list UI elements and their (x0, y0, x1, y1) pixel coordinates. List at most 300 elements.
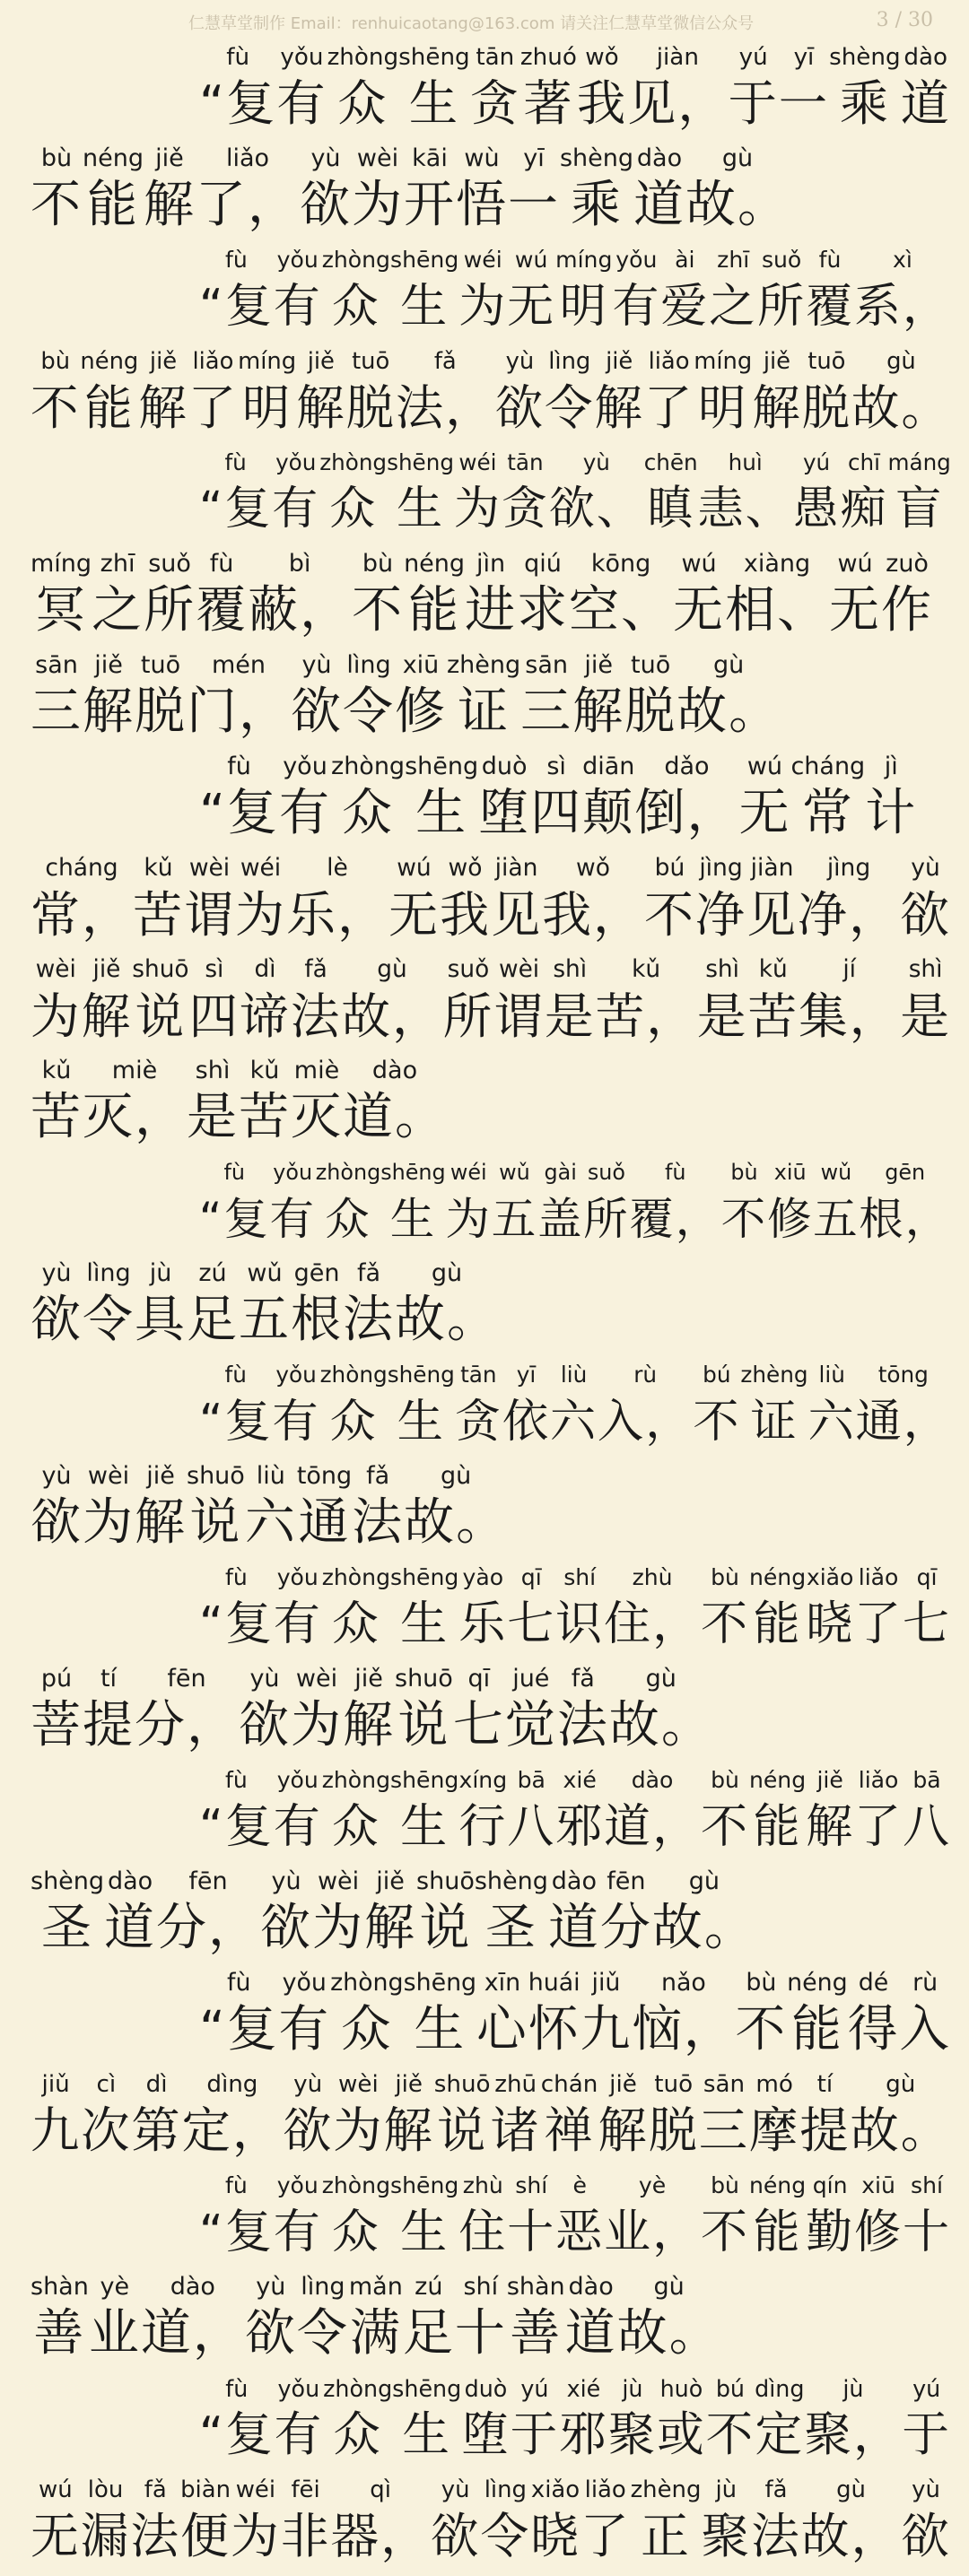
text-line (0, 338, 969, 439)
pinyin: yù (256, 2273, 286, 2301)
char-with-pinyin (801, 2475, 901, 2568)
pinyin: yǒu (273, 1160, 313, 1185)
pinyin: zhòng (330, 1969, 404, 1997)
char-with-pinyin (555, 245, 612, 338)
hanzi: 善 (510, 2304, 563, 2363)
text-line (0, 1149, 969, 1250)
pinyin: jiàn (750, 854, 794, 882)
text-line (0, 1858, 969, 1960)
pinyin: xíng (458, 1767, 508, 1793)
hanzi: 明 (241, 379, 292, 436)
pinyin: kāi (412, 144, 448, 172)
hanzi: “复 (199, 784, 280, 842)
char-with-pinyin (813, 1157, 859, 1250)
hanzi: 道 (900, 75, 951, 132)
char-with-pinyin (92, 549, 144, 642)
hanzi: 之 (92, 581, 144, 640)
pinyin: liǎo (584, 2476, 626, 2503)
pinyin: sān (35, 651, 78, 679)
char-with-pinyin (431, 2475, 481, 2568)
hanzi: 欲 (494, 379, 546, 436)
pinyin: shì (705, 956, 739, 983)
pinyin: dào (636, 144, 683, 172)
char-with-pinyin (291, 954, 342, 1048)
hanzi: 提 (83, 1696, 135, 1754)
pinyin: dé (858, 1969, 889, 1997)
pinyin: yù (310, 144, 341, 172)
pinyin: bù (730, 1160, 758, 1185)
pinyin: jué (512, 1665, 550, 1693)
char-with-pinyin (189, 954, 240, 1048)
pinyin: xīn (484, 1969, 521, 1997)
pinyin: yǒu (615, 247, 658, 273)
pinyin: fǎ (356, 1259, 381, 1287)
char-with-pinyin (327, 42, 399, 135)
watermark-note: 仁慧草堂制作 Email：renhuicaotang@163.com 请关注仁慧草堂微信公众号 (188, 14, 755, 33)
pinyin: wǒ (585, 44, 619, 71)
hanzi: 明 (559, 280, 608, 334)
hanzi: 众 (341, 2000, 393, 2058)
pinyin: miè (293, 1057, 340, 1084)
pinyin: jiě (155, 144, 184, 172)
hanzi: 道 (547, 1899, 600, 1957)
pinyin: huì (728, 449, 763, 475)
pinyin: bù (711, 2172, 739, 2198)
pinyin: yú (802, 449, 831, 475)
pinyin: lè (327, 854, 348, 882)
pinyin: tān (460, 1362, 497, 1388)
pinyin: jù (149, 1259, 172, 1287)
hanzi: 明 (698, 379, 748, 436)
pinyin: suǒ (447, 956, 490, 983)
char-with-pinyin (749, 2171, 806, 2264)
hanzi: 有 (274, 2407, 324, 2462)
hanzi: 脱 (135, 683, 187, 741)
char-with-pinyin (865, 752, 917, 845)
hanzi: “复 (198, 2206, 274, 2259)
pinyin: shēng (380, 1160, 446, 1185)
hanzi: 求 (517, 581, 570, 640)
pinyin: fǎ (433, 348, 457, 375)
char-with-pinyin (854, 2171, 903, 2264)
pinyin: kǔ (144, 854, 173, 882)
hanzi: 倒， (634, 784, 739, 842)
pinyin: ài (675, 247, 695, 273)
pinyin: yī (523, 144, 545, 172)
hanzi: 不 (31, 176, 83, 234)
hanzi: 谓 (493, 988, 545, 1045)
pinyin: fù (225, 2375, 249, 2402)
text-line (0, 34, 969, 135)
pinyin: wú (746, 753, 783, 780)
char-with-pinyin (343, 650, 395, 744)
hanzi: 晓 (806, 1597, 855, 1651)
char-with-pinyin (239, 1258, 291, 1352)
pinyin: fēn (188, 1867, 228, 1895)
hanzi: 乘 (571, 176, 623, 234)
page-number: 3 / 30 (876, 9, 933, 31)
hanzi: 解 (752, 379, 802, 436)
pinyin: yù (912, 2476, 940, 2503)
pinyin: fù (223, 1160, 246, 1185)
pinyin: bú (715, 2375, 745, 2402)
char-with-pinyin (199, 1765, 274, 1858)
text-line (0, 1757, 969, 1858)
char-with-pinyin (245, 2272, 297, 2365)
hanzi: 八 (507, 1800, 556, 1854)
hanzi: 觉 (504, 1696, 557, 1754)
char-with-pinyin (82, 954, 133, 1048)
pinyin: xié (563, 1767, 597, 1793)
char-with-pinyin (300, 144, 352, 237)
char-with-pinyin (330, 2475, 430, 2568)
hanzi: 堕 (478, 784, 531, 842)
hanzi: 为 (445, 1193, 492, 1245)
char-with-pinyin (673, 549, 725, 642)
hanzi: 道 (633, 176, 686, 234)
pinyin: jiě (584, 651, 613, 679)
pinyin: fù (227, 753, 251, 780)
char-with-pinyin (634, 752, 738, 845)
pinyin: bù (40, 144, 73, 172)
hanzi: 为 (453, 483, 502, 535)
hanzi: 恶 (555, 2206, 605, 2259)
hanzi: 分， (135, 1696, 239, 1754)
pinyin: fù (227, 1969, 251, 1997)
char-with-pinyin (854, 1765, 903, 1858)
hanzi: 生 (415, 784, 468, 842)
pinyin: dào (107, 1867, 153, 1895)
char-with-pinyin (81, 2475, 131, 2568)
scripture-text (0, 34, 969, 2568)
pinyin: shí (563, 1564, 597, 1590)
pinyin: diān (582, 753, 635, 780)
hanzi: 三 (31, 683, 83, 741)
char-with-pinyin (199, 2373, 275, 2467)
char-with-pinyin (491, 853, 542, 946)
hanzi: 足 (402, 2304, 455, 2363)
pinyin: yù (505, 348, 535, 375)
hanzi: 有 (278, 2000, 331, 2058)
char-with-pinyin (649, 2069, 699, 2163)
char-with-pinyin (738, 752, 790, 845)
char-with-pinyin (135, 650, 187, 744)
hanzi: 所 (583, 1193, 630, 1245)
char-with-pinyin (458, 245, 507, 338)
pinyin: jìn (476, 550, 506, 578)
hanzi: 覆 (196, 581, 249, 640)
char-with-pinyin (495, 346, 545, 439)
char-with-pinyin (323, 2373, 392, 2467)
hanzi: 集， (799, 988, 901, 1045)
pinyin: shuō (433, 2071, 491, 2098)
hanzi: 说 (437, 2102, 488, 2159)
hanzi: 众 (331, 1800, 380, 1854)
char-with-pinyin (312, 1867, 364, 1960)
pinyin: yù (41, 1259, 72, 1287)
pinyin: qī (520, 1564, 542, 1590)
hanzi: “复 (198, 1395, 273, 1449)
hanzi: 故。 (404, 1493, 509, 1552)
hanzi: 九 (580, 2000, 633, 2058)
char-with-pinyin (349, 2272, 403, 2365)
hanzi: 是 (696, 988, 748, 1045)
hanzi: 解 (83, 683, 135, 741)
hanzi: 相、 (725, 581, 830, 640)
hanzi: 修 (766, 1193, 814, 1245)
pinyin: duò (481, 753, 528, 780)
pinyin: míng (238, 348, 297, 375)
char-with-pinyin (80, 346, 138, 439)
char-with-pinyin (721, 1157, 767, 1250)
hanzi: 生 (400, 280, 450, 334)
hanzi: 欲 (900, 886, 952, 944)
pinyin: dào (551, 1867, 597, 1895)
pinyin: shēng (387, 1362, 455, 1388)
char-with-pinyin (507, 2171, 555, 2264)
pinyin: gù (688, 1867, 720, 1895)
char-with-pinyin (706, 2373, 755, 2467)
pinyin: liǎo (192, 348, 234, 375)
text-line (0, 2061, 969, 2163)
hanzi: 无 (673, 581, 726, 640)
hanzi: 盲 (895, 483, 944, 535)
pinyin: yù (911, 854, 940, 882)
char-with-pinyin (848, 1968, 900, 2061)
hanzi: 有 (273, 2206, 322, 2259)
char-with-pinyin (270, 1157, 316, 1250)
char-with-pinyin (881, 549, 933, 642)
pinyin: xiàng (743, 550, 811, 578)
char-with-pinyin (537, 1157, 583, 1250)
hanzi: 众 (342, 784, 395, 842)
char-with-pinyin (156, 1867, 260, 1960)
hanzi: 无 (829, 581, 882, 640)
pinyin: yù (271, 1867, 301, 1895)
hanzi: 常， (30, 886, 134, 944)
char-with-pinyin (83, 1664, 135, 1757)
char-with-pinyin (699, 2069, 749, 2163)
char-with-pinyin (461, 2373, 510, 2467)
hanzi: 法 (751, 2508, 801, 2564)
char-with-pinyin (693, 1360, 740, 1453)
char-with-pinyin (390, 245, 458, 338)
pinyin: yù (249, 1665, 280, 1693)
char-with-pinyin (141, 2272, 245, 2365)
hanzi: 乐 (458, 1597, 508, 1651)
hanzi: 修 (854, 2206, 904, 2259)
char-with-pinyin (520, 650, 572, 744)
char-with-pinyin (901, 42, 951, 135)
pinyin: sì (546, 753, 566, 780)
hanzi: 生 (389, 1193, 437, 1245)
hanzi: 说 (189, 1493, 242, 1552)
pinyin: máng (887, 449, 951, 475)
hanzi: 十 (454, 2304, 507, 2363)
hanzi: 欲 (430, 2508, 481, 2564)
pinyin: fù (224, 449, 247, 475)
pinyin: shēng (398, 44, 470, 71)
char-with-pinyin (572, 650, 624, 744)
pinyin: dào (371, 1057, 418, 1084)
pinyin: cháng (45, 854, 118, 882)
hanzi: 法 (130, 2508, 181, 2564)
hanzi: 故。 (851, 379, 951, 436)
pinyin: zhèng (447, 651, 521, 679)
char-with-pinyin (559, 2373, 607, 2467)
char-with-pinyin (609, 1664, 713, 1757)
pinyin: yù (441, 2476, 470, 2503)
hanzi: 依 (502, 1395, 551, 1449)
pinyin: tuō (352, 348, 390, 375)
char-with-pinyin (902, 2373, 950, 2467)
char-with-pinyin (199, 1968, 278, 2061)
char-with-pinyin (343, 1056, 447, 1149)
char-with-pinyin (577, 42, 627, 135)
pinyin: mén (211, 651, 266, 679)
char-with-pinyin (231, 2475, 281, 2568)
char-with-pinyin (404, 1968, 477, 2061)
pinyin: shì (553, 956, 588, 983)
pinyin: shèng (31, 1867, 105, 1895)
pinyin: shuō (187, 1462, 245, 1490)
char-with-pinyin (196, 549, 248, 642)
char-with-pinyin (388, 853, 440, 946)
hanzi: 见 (746, 886, 799, 944)
char-with-pinyin (581, 2475, 631, 2568)
pinyin: wéi (450, 1160, 487, 1185)
pinyin: wèi (35, 956, 76, 983)
pinyin: jìng (699, 854, 743, 882)
hanzi: 解 (598, 2102, 649, 2159)
pinyin: yǒu (276, 247, 319, 273)
pinyin: yǒu (280, 44, 324, 71)
pinyin: shēng (390, 247, 459, 273)
char-with-pinyin (135, 1258, 187, 1352)
char-with-pinyin (598, 2069, 648, 2163)
char-with-pinyin (903, 1765, 951, 1858)
pinyin: shuō (416, 1867, 475, 1895)
char-with-pinyin (83, 1258, 135, 1352)
char-with-pinyin (456, 144, 508, 237)
char-with-pinyin (604, 1562, 701, 1656)
char-with-pinyin (446, 1157, 492, 1250)
pinyin: yǒu (276, 1767, 319, 1793)
pinyin: gù (653, 2273, 685, 2301)
pinyin: wǔ (820, 1160, 852, 1185)
pinyin: dìng (755, 2375, 805, 2402)
char-with-pinyin (31, 853, 133, 946)
char-with-pinyin (530, 752, 582, 845)
hanzi: 道， (604, 1800, 702, 1854)
pinyin: wǒ (576, 854, 610, 882)
char-with-pinyin (829, 549, 881, 642)
pinyin: jiǔ (591, 1969, 621, 1997)
pinyin: shí (515, 2172, 548, 2198)
char-with-pinyin (903, 1562, 951, 1656)
char-with-pinyin (555, 1562, 604, 1656)
hanzi: 入 (899, 2000, 951, 2058)
pinyin: liǎo (858, 1564, 899, 1590)
hanzi: 能 (753, 2206, 802, 2259)
hanzi: 蔽， (248, 581, 353, 640)
pinyin: liù (256, 1462, 285, 1490)
pinyin: yù (582, 449, 610, 475)
char-with-pinyin (804, 2373, 902, 2467)
pinyin: shèng (829, 44, 901, 71)
char-with-pinyin (685, 144, 790, 237)
char-with-pinyin (331, 752, 405, 845)
hanzi: 非 (280, 2508, 331, 2564)
pinyin: wèi (499, 956, 540, 983)
hanzi: 我 (576, 75, 628, 132)
char-with-pinyin (395, 650, 447, 744)
char-with-pinyin (657, 2373, 705, 2467)
hanzi: 解 (343, 1696, 395, 1754)
char-with-pinyin (138, 346, 188, 439)
pinyin: yǒu (276, 2172, 319, 2198)
hanzi: 聚， (804, 2407, 903, 2462)
hanzi: 苦 (239, 1088, 291, 1146)
char-with-pinyin (604, 2171, 701, 2264)
pinyin: yú (520, 2375, 549, 2402)
hanzi: 所 (144, 581, 196, 640)
char-with-pinyin (633, 144, 685, 237)
hanzi: 生 (400, 1800, 450, 1854)
hanzi: 有 (269, 1193, 316, 1245)
char-with-pinyin (83, 144, 144, 237)
hanzi: 十 (902, 2206, 952, 2259)
pinyin: xiǎo (530, 2476, 581, 2503)
char-with-pinyin (736, 1968, 788, 2061)
char-with-pinyin (695, 853, 746, 946)
hanzi: 道。 (343, 1088, 447, 1146)
hanzi: 解 (296, 379, 346, 436)
char-with-pinyin (398, 42, 470, 135)
hanzi: 瞋 (647, 483, 695, 535)
pinyin: zú (198, 1259, 227, 1287)
pinyin: lìng (346, 651, 391, 679)
pinyin: tuō (808, 348, 846, 375)
hanzi: 不 (700, 1800, 750, 1854)
char-with-pinyin (283, 2069, 333, 2163)
char-with-pinyin (900, 853, 951, 946)
hanzi: 定， (181, 2102, 284, 2159)
hanzi: 正 (641, 2508, 691, 2564)
char-with-pinyin (443, 954, 494, 1048)
pinyin: kōng (590, 550, 651, 578)
hanzi: 四 (188, 988, 240, 1045)
char-with-pinyin (447, 650, 520, 744)
char-with-pinyin (248, 549, 352, 642)
char-with-pinyin (856, 1360, 951, 1453)
char-with-pinyin (507, 245, 555, 338)
hanzi: 是 (544, 988, 596, 1045)
hanzi: 能 (753, 1800, 802, 1854)
char-with-pinyin (548, 1867, 600, 1960)
char-with-pinyin (829, 42, 901, 135)
char-with-pinyin (520, 42, 577, 135)
char-with-pinyin (644, 346, 694, 439)
pinyin: jiě (376, 1867, 405, 1895)
char-with-pinyin (740, 1360, 808, 1453)
char-with-pinyin (387, 448, 454, 541)
hanzi: 开 (403, 176, 456, 234)
pinyin: fǎ (571, 1665, 595, 1693)
char-with-pinyin (608, 2373, 657, 2467)
pinyin: dǎo (664, 753, 710, 780)
pinyin: gù (713, 651, 745, 679)
